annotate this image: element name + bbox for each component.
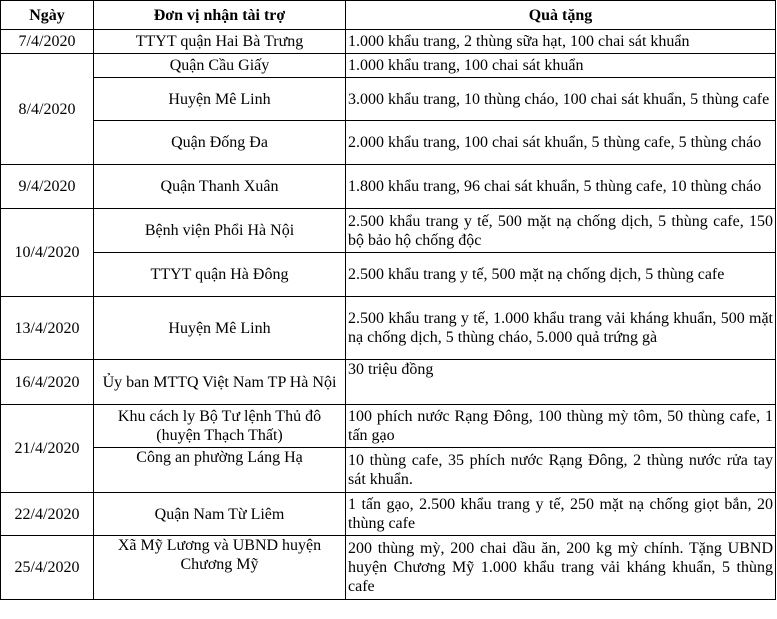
gift-cell: 2.500 khẩu trang y tế, 1.000 khẩu trang vải kháng khuẩn, 500 mặt nạ chống dịch, 5 thùng cháo, 5.000 quả trứng gà	[346, 297, 776, 360]
gift-cell: 1 tấn gạo, 2.500 khẩu trang y tế, 250 mặt nạ chống giọt bắn, 20 thùng cafe	[346, 493, 776, 536]
date-cell: 22/4/2020	[1, 493, 94, 536]
recipient-cell: Xã Mỹ Lương và UBND huyện Chương Mỹ	[94, 536, 346, 600]
table-row	[1, 448, 776, 493]
column-header-gift: Quà tặng	[346, 1, 776, 30]
date-cell: 10/4/2020	[1, 209, 94, 297]
table-row	[1, 536, 776, 600]
gift-cell: 100 phích nước Rạng Đông, 100 thùng mỳ tôm, 50 thùng cafe, 1 tấn gạo	[346, 405, 776, 448]
table-row	[1, 297, 776, 360]
recipient-cell: Ủy ban MTTQ Việt Nam TP Hà Nội	[94, 360, 346, 405]
gift-cell: 1.800 khẩu trang, 96 chai sát khuẩn, 5 thùng cafe, 10 thùng cháo	[346, 165, 776, 209]
date-cell: 7/4/2020	[1, 30, 94, 54]
gift-cell: 1.000 khẩu trang, 2 thùng sữa hạt, 100 chai sát khuẩn	[346, 30, 776, 54]
table-row	[1, 360, 776, 405]
recipient-cell: TTYT quận Hai Bà Trưng	[94, 30, 346, 54]
table-row	[1, 30, 776, 54]
gift-cell: 2.500 khẩu trang y tế, 500 mặt nạ chống dịch, 5 thùng cafe, 150 bộ bảo hộ chống độc	[346, 209, 776, 253]
recipient-cell: Quận Đống Đa	[94, 121, 346, 165]
table-row	[1, 121, 776, 165]
date-cell: 13/4/2020	[1, 297, 94, 360]
recipient-cell: Khu cách ly Bộ Tư lệnh Thủ đô (huyện Thạch Thất)	[94, 405, 346, 448]
date-cell: 8/4/2020	[1, 54, 94, 165]
recipient-cell: Quận Thanh Xuân	[94, 165, 346, 209]
table-row	[1, 165, 776, 209]
recipient-cell: Quận Cầu Giấy	[94, 54, 346, 78]
table-row	[1, 253, 776, 297]
gift-cell: 3.000 khẩu trang, 10 thùng cháo, 100 chai sát khuẩn, 5 thùng cafe	[346, 78, 776, 121]
gift-cell: 10 thùng cafe, 35 phích nước Rạng Đông, 2 thùng nước rửa tay sát khuẩn.	[346, 448, 776, 493]
table-row	[1, 209, 776, 253]
gift-cell: 2.000 khẩu trang, 100 chai sát khuẩn, 5 thùng cafe, 5 thùng cháo	[346, 121, 776, 165]
recipient-cell: Huyện Mê Linh	[94, 78, 346, 121]
table-row	[1, 54, 776, 78]
gift-cell: 1.000 khẩu trang, 100 chai sát khuẩn	[346, 54, 776, 78]
recipient-cell: Huyện Mê Linh	[94, 297, 346, 360]
gift-cell: 200 thùng mỳ, 200 chai dầu ăn, 200 kg mỳ chính. Tặng UBND huyện Chương Mỹ 1.000 khẩu trang vải kháng khuẩn, 5 thùng cafe	[346, 536, 776, 600]
table-row	[1, 78, 776, 121]
recipient-cell: Công an phường Láng Hạ	[94, 448, 346, 493]
column-header-recipient: Đơn vị nhận tài trợ	[94, 1, 346, 30]
table-row	[1, 405, 776, 448]
recipient-cell: Bệnh viện Phổi Hà Nội	[94, 209, 346, 253]
gift-cell: 30 triệu đồng	[346, 360, 776, 405]
recipient-cell: TTYT quận Hà Đông	[94, 253, 346, 297]
recipient-cell: Quận Nam Từ Liêm	[94, 493, 346, 536]
date-cell: 25/4/2020	[1, 536, 94, 600]
date-cell: 9/4/2020	[1, 165, 94, 209]
gift-cell: 2.500 khẩu trang y tế, 500 mặt nạ chống dịch, 5 thùng cafe	[346, 253, 776, 297]
date-cell: 16/4/2020	[1, 360, 94, 405]
column-header-date: Ngày	[1, 1, 94, 30]
date-cell: 21/4/2020	[1, 405, 94, 493]
table-row	[1, 493, 776, 536]
header-row	[1, 1, 776, 30]
